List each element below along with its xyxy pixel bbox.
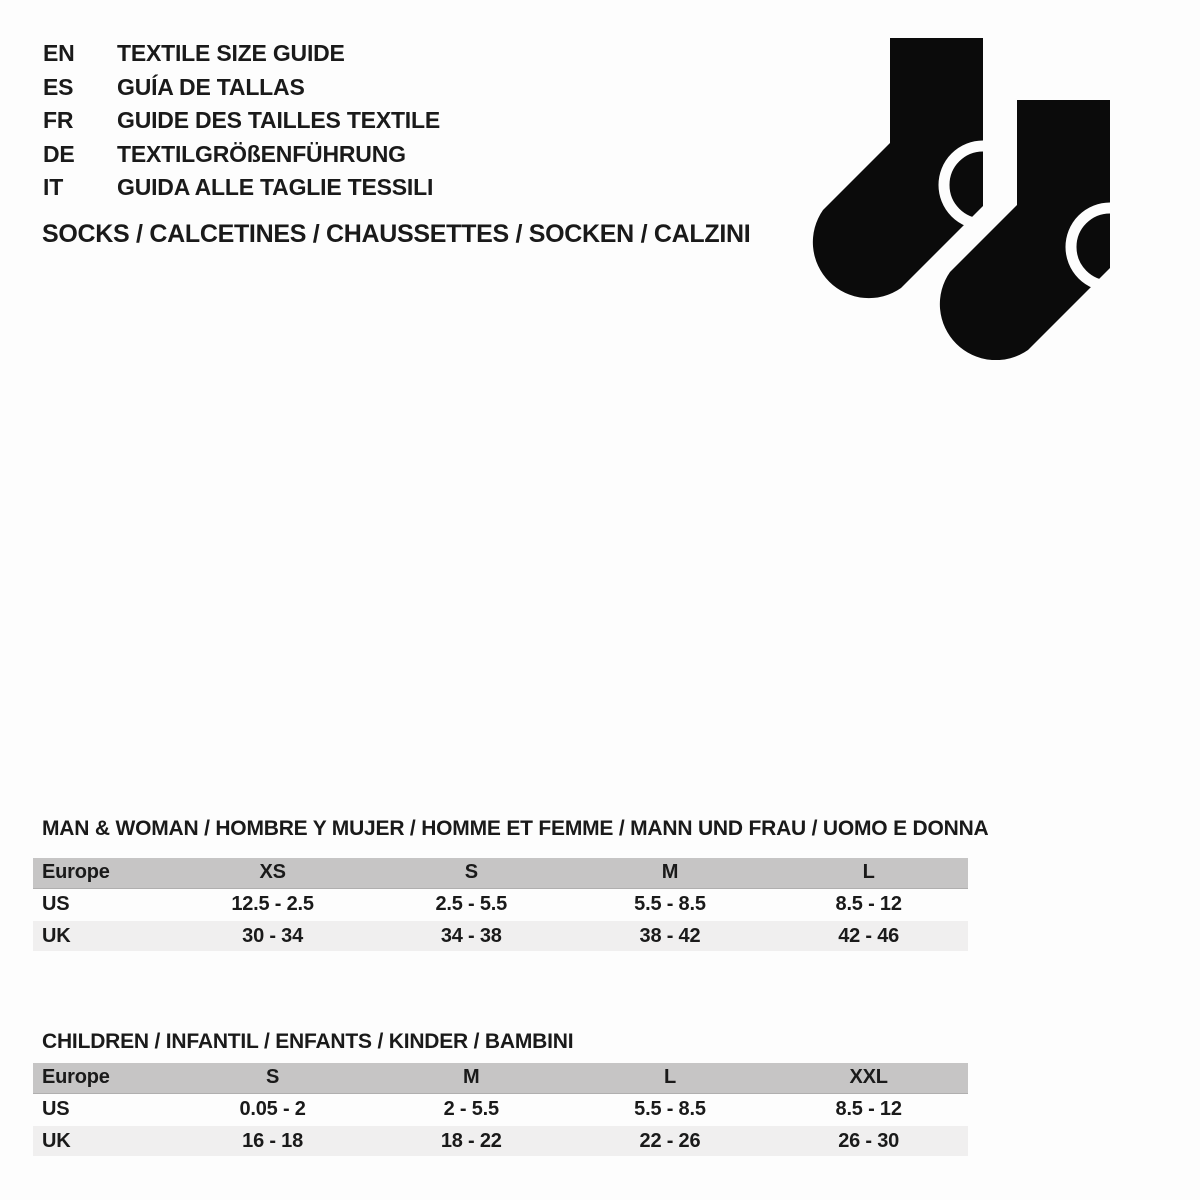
table-cell: 42 - 46 bbox=[838, 924, 900, 947]
language-row-en bbox=[43, 37, 440, 71]
table-cell: 16 - 18 bbox=[242, 1129, 304, 1152]
column-header-size: XXL bbox=[769, 1063, 968, 1093]
man-woman-table-title: MAN & WOMAN / HOMBRE Y MUJER / HOMME ET FEMME / MANN UND FRAU / UOMO E DONNA bbox=[42, 817, 989, 840]
table-cell: 12.5 - 2.5 bbox=[231, 893, 314, 916]
table-cell: 2 - 5.5 bbox=[443, 1098, 499, 1121]
language-title: TEXTILGRÖßENFÜHRUNG bbox=[117, 140, 406, 167]
column-header-size: L bbox=[571, 1063, 770, 1093]
column-header-size: S bbox=[372, 858, 571, 888]
table-row-uk bbox=[33, 921, 968, 951]
language-code: EN bbox=[43, 40, 75, 66]
column-header-size: M bbox=[372, 1063, 571, 1093]
children-table-title: CHILDREN / INFANTIL / ENFANTS / KINDER / BAMBINI bbox=[42, 1030, 574, 1053]
column-header-size: S bbox=[173, 1063, 372, 1093]
language-row-es bbox=[43, 71, 440, 105]
table-row-label: US bbox=[42, 1098, 70, 1121]
table-row-us bbox=[33, 888, 968, 921]
language-row-de bbox=[43, 138, 440, 172]
language-legend bbox=[43, 37, 440, 205]
table-header-row bbox=[33, 858, 968, 888]
table-cell: 18 - 22 bbox=[440, 1129, 502, 1152]
table-cell: 22 - 26 bbox=[639, 1129, 701, 1152]
language-title: GUIDE DES TAILLES TEXTILE bbox=[117, 107, 440, 133]
table-cell: 26 - 30 bbox=[838, 1129, 900, 1152]
children-size-table bbox=[33, 1063, 968, 1156]
table-cell: 8.5 - 12 bbox=[835, 1098, 902, 1121]
table-cell: 5.5 - 8.5 bbox=[634, 893, 706, 916]
table-row-label: UK bbox=[42, 1129, 71, 1152]
column-header-region: Europe bbox=[33, 858, 173, 888]
table-cell: 8.5 - 12 bbox=[835, 893, 902, 916]
table-cell: 0.05 - 2 bbox=[239, 1098, 306, 1121]
table-row-us bbox=[33, 1093, 968, 1126]
table-cell: 34 - 38 bbox=[440, 924, 502, 947]
column-header-region: Europe bbox=[33, 1063, 173, 1093]
product-category-title: SOCKS / CALCETINES / CHAUSSETTES / SOCKEN / CALZINI bbox=[42, 220, 751, 248]
language-title: GUIDA ALLE TAGLIE TESSILI bbox=[117, 174, 434, 200]
table-row-uk bbox=[33, 1126, 968, 1156]
table-row-label: UK bbox=[42, 924, 71, 947]
language-code: FR bbox=[43, 107, 74, 133]
table-row-label: US bbox=[42, 893, 70, 916]
language-code: ES bbox=[43, 73, 74, 100]
table-cell: 5.5 - 8.5 bbox=[634, 1098, 706, 1121]
language-code: IT bbox=[43, 174, 64, 200]
table-cell: 2.5 - 5.5 bbox=[435, 893, 508, 916]
language-row-fr bbox=[43, 104, 440, 138]
language-title: TEXTILE SIZE GUIDE bbox=[117, 40, 345, 66]
language-row-it bbox=[43, 171, 440, 205]
socks-icon bbox=[800, 10, 1190, 360]
language-code: DE bbox=[43, 140, 75, 167]
language-title: GUÍA DE TALLAS bbox=[117, 73, 305, 100]
column-header-size: M bbox=[571, 858, 770, 888]
table-cell: 30 - 34 bbox=[242, 924, 304, 947]
table-header-row bbox=[33, 1063, 968, 1093]
column-header-size: XS bbox=[173, 858, 372, 888]
man-woman-size-table bbox=[33, 858, 968, 951]
column-header-size: L bbox=[769, 858, 968, 888]
table-cell: 38 - 42 bbox=[639, 924, 701, 947]
